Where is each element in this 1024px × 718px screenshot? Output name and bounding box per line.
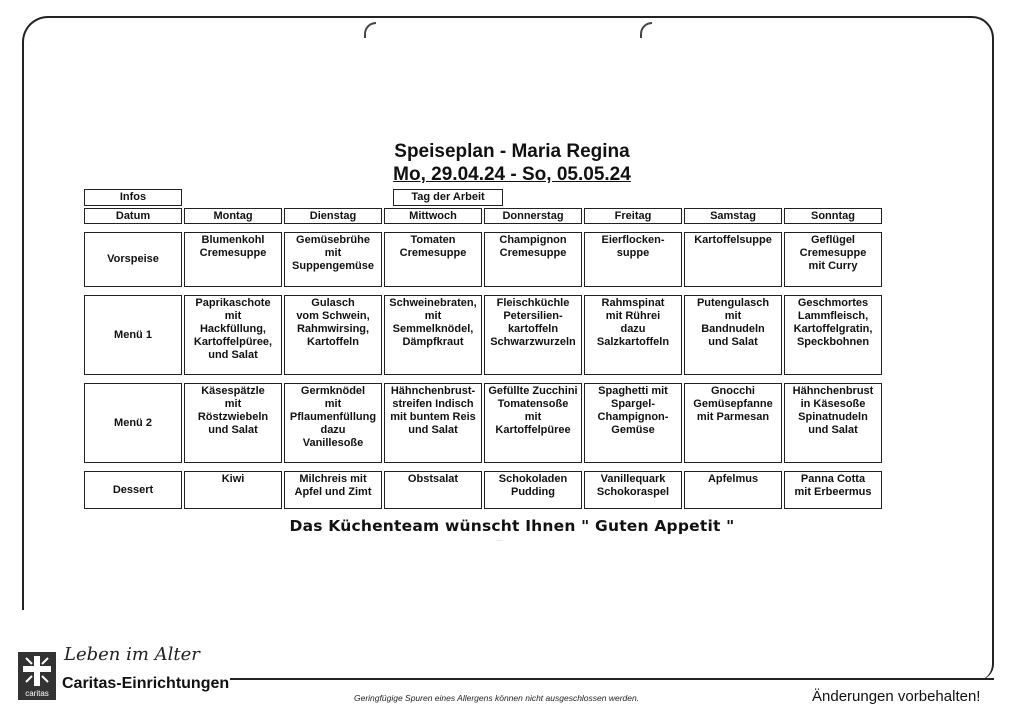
- row-label: Vorspeise: [84, 232, 182, 287]
- menu-cell: Käsespätzle mit Röstzwiebeln und Salat: [184, 383, 282, 463]
- infos-label: Infos: [84, 189, 182, 206]
- table-row: [84, 232, 882, 287]
- menu-cell: Fleischküchle Petersilien- kartoffeln Schwarzwurzeln: [484, 295, 582, 375]
- row-label: Menü 1: [84, 295, 182, 375]
- logo-text: caritas: [25, 689, 49, 698]
- menu-cell: Panna Cotta mit Erbeermus: [784, 471, 882, 509]
- menu-cell: Geschmortes Lammfleisch, Kartoffelgratin, Speckbohnen: [784, 295, 882, 375]
- corner-label: Datum: [84, 208, 182, 224]
- menu-cell: Hähnchenbrust in Käsesoße Spinatnudeln und Salat: [784, 383, 882, 463]
- menu-cell: Vanillequark Schokoraspel: [584, 471, 682, 509]
- menu-cell: Paprikaschote mit Hackfüllung, Kartoffelpüree, und Salat: [184, 295, 282, 375]
- menu-cell: Germknödel mit Pflaumenfüllung dazu Vanillesoße: [284, 383, 382, 463]
- menu-cell: Kartoffelsuppe: [684, 232, 782, 287]
- table-header-row: [84, 208, 882, 224]
- table-row: [84, 383, 882, 463]
- org-name: Caritas-Einrichtungen: [62, 675, 230, 692]
- day-header: Sonntag: [784, 208, 882, 224]
- menu-cell: Putengulasch mit Bandnudeln und Salat: [684, 295, 782, 375]
- menu-cell: Apfelmus: [684, 471, 782, 509]
- menu-cell: Milchreis mit Apfel und Zimt: [284, 471, 382, 509]
- row-label: Menü 2: [84, 383, 182, 463]
- day-header: Montag: [184, 208, 282, 224]
- menu-cell: Gemüsebrühe mit Suppengemüse: [284, 232, 382, 287]
- page-title: Speiseplan - Maria Regina: [394, 141, 630, 162]
- menu-cell: Champignon Cremesuppe: [484, 232, 582, 287]
- row-label: Dessert: [84, 471, 182, 509]
- menu-cell: Obstsalat: [384, 471, 482, 509]
- menu-cell: Geflügel Cremesuppe mit Curry: [784, 232, 882, 287]
- table-row: [84, 471, 882, 509]
- day-header: Freitag: [584, 208, 682, 224]
- day-header: Dienstag: [284, 208, 382, 224]
- menu-cell: Spaghetti mit Spargel- Champignon- Gemüse: [584, 383, 682, 463]
- menu-cell: Tomaten Cremesuppe: [384, 232, 482, 287]
- menu-table: [82, 206, 884, 511]
- menu-cell: Gulasch vom Schwein, Rahmwirsing, Kartoffeln: [284, 295, 382, 375]
- table-row: [84, 295, 882, 375]
- menu-cell: Hähnchenbrust- streifen Indisch mit buntem Reis und Salat: [384, 383, 482, 463]
- slogan: Leben im Alter: [64, 644, 200, 665]
- menu-cell: Eierflocken- suppe: [584, 232, 682, 287]
- caritas-logo-icon: [18, 652, 56, 700]
- menu-cell: Schweinebraten, mit Semmelknödel, Dämpfkraut: [384, 295, 482, 375]
- allergen-note: Geringfügige Spuren eines Allergens können nicht ausgeschlossen werden.: [354, 693, 640, 703]
- frame-bottom-line: [230, 678, 994, 680]
- day-header: Mittwoch: [384, 208, 482, 224]
- menu-cell: Schokoladen Pudding: [484, 471, 582, 509]
- day-header: Donnerstag: [484, 208, 582, 224]
- menu-cell: Gefüllte Zucchini Tomatensoße mit Kartoffelpüree: [484, 383, 582, 463]
- menu-cell: Rahmspinat mit Rührei dazu Salzkartoffeln: [584, 295, 682, 375]
- tiny-mark: ·····: [496, 538, 503, 543]
- changes-note: Änderungen vorbehalten!: [812, 688, 981, 705]
- menu-cell: Gnocchi Gemüsepfanne mit Parmesan: [684, 383, 782, 463]
- menu-cell: Blumenkohl Cremesuppe: [184, 232, 282, 287]
- menu-cell: Kiwi: [184, 471, 282, 509]
- day-header: Samstag: [684, 208, 782, 224]
- holiday-note: Tag der Arbeit: [393, 189, 503, 206]
- greeting-text: Das Küchenteam wünscht Ihnen " Guten Appetit ": [289, 517, 735, 535]
- date-range: Mo, 29.04.24 - So, 05.05.24: [393, 164, 631, 185]
